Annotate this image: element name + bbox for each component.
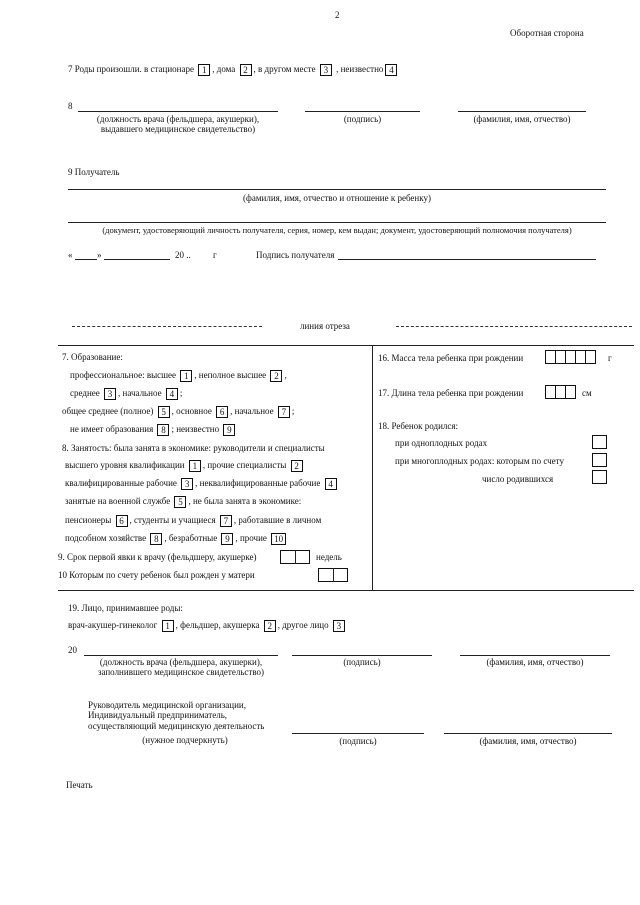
first-visit-unit: недель [316, 552, 342, 562]
recipient-signature-line[interactable] [338, 259, 596, 260]
birth-place-label: 7 Роды произошли. в стационаре [68, 64, 194, 75]
document-caption: (документ, удостоверяющий личность получателя, серия, номер, кем выдан; документ, удостоверяющий полномочия получателя) [102, 225, 572, 235]
code-box[interactable]: 1 [189, 460, 201, 472]
code-box[interactable]: 2 [240, 64, 252, 76]
position-line[interactable] [84, 655, 278, 656]
cell-divider [295, 550, 296, 564]
table-bottom-rule [58, 590, 634, 591]
code-box[interactable]: 1 [180, 370, 192, 382]
code-box[interactable]: 9 [221, 533, 233, 545]
head-signature-line[interactable] [292, 733, 424, 734]
signature-line[interactable] [305, 111, 420, 112]
recipient-signature-label: Подпись получателя [256, 250, 335, 260]
code-box[interactable]: 10 [271, 533, 286, 545]
education-row-2: среднее 3 , начальное 4 ; [70, 388, 183, 399]
count-box[interactable] [592, 470, 607, 484]
code-box[interactable]: 8 [150, 533, 162, 545]
section-19-row: врач-акушер-гинеколог 1 , фельдшер, акушерка 2 , другое лицо 3 [68, 620, 347, 632]
employment-row-2: высшего уровня квалификации 1 , прочие специалисты 2 [65, 460, 305, 472]
code-box[interactable]: 6 [116, 515, 128, 527]
length-label: 17. Длина тела ребенка при рождении [378, 388, 524, 398]
code-box[interactable]: 5 [174, 496, 186, 508]
section-19-title: 19. Лицо, принимавшее роды: [68, 603, 183, 613]
table-divider [372, 345, 373, 590]
code-box[interactable]: 7 [220, 515, 232, 527]
multiple-order-box[interactable] [592, 453, 607, 467]
head-name-caption: (фамилия, имя, отчество) [479, 736, 577, 746]
recipient-caption: (фамилия, имя, отчество и отношение к ребенку) [243, 193, 431, 203]
table-top-rule [58, 345, 634, 346]
code-box[interactable]: 2 [291, 460, 303, 472]
section-8-number: 8 [68, 101, 73, 111]
length-cells[interactable] [546, 385, 576, 399]
education-row-1: профессиональное: высшее 1 , неполное высшее 2 , [70, 370, 287, 381]
name-line[interactable] [458, 111, 586, 112]
code-box[interactable]: 3 [320, 64, 332, 76]
education-row-4: не имеет образования 8 ; неизвестно 9 [70, 424, 237, 436]
code-box[interactable]: 1 [198, 64, 210, 76]
length-unit: см [582, 388, 592, 398]
code-box[interactable]: 1 [162, 620, 174, 632]
underline-note: (нужное подчеркнуть) [142, 735, 228, 745]
first-visit-label: 9. Срок первой явки к врачу (фельдшеру, акушерке) [58, 552, 257, 562]
date-year: 20 .. [175, 250, 191, 260]
signature-line[interactable] [292, 655, 432, 656]
recipient-line[interactable] [68, 189, 606, 190]
code-box[interactable]: 8 [157, 424, 169, 436]
code-box[interactable]: 3 [333, 620, 345, 632]
date-year-suffix: г [213, 250, 217, 260]
education-title: 7. Образование: [62, 352, 123, 362]
code-box[interactable]: 5 [158, 406, 170, 418]
cell-divider [333, 568, 334, 582]
section-20-number: 20 [68, 645, 77, 655]
education-row-3: общее среднее (полное) 5 , основное 6 , начальное 7 ; [62, 406, 295, 417]
code-box[interactable]: 2 [270, 370, 282, 382]
multiple-label: при многоплодных родах: которым по счету [395, 456, 564, 466]
cut-line-left [72, 326, 262, 327]
side-label: Оборотная сторона [510, 28, 584, 38]
head-title: Руководитель медицинской организации, Индивидуальный предприниматель, осуществляющий медицинскую деятельность [88, 700, 265, 731]
recipient-title: 9 Получатель [68, 167, 120, 177]
cut-line-right [396, 326, 632, 327]
born-label: 18. Ребенок родился: [378, 421, 459, 431]
date-open: « [68, 250, 73, 260]
employment-row-5: пенсионеры 6 , студенты и учащиеся 7 , работавшие в личном [65, 515, 322, 526]
position-caption: (должность врача (фельдшера, акушерки), выдавшего медицинское свидетельство) [96, 114, 260, 135]
home-label: , дома [212, 64, 236, 75]
code-box[interactable]: 6 [216, 406, 228, 418]
singleton-box[interactable] [592, 435, 607, 449]
date-close: » [97, 250, 102, 260]
weight-unit: г [608, 353, 612, 363]
code-box[interactable]: 4 [166, 388, 178, 400]
code-box[interactable]: 3 [181, 478, 193, 490]
birth-place-row [68, 64, 399, 76]
singleton-label: при одноплодных родах [395, 438, 488, 448]
employment-row-6: подсобном хозяйстве 8 , безработные 9 , прочие 10 [65, 533, 288, 545]
employment-row-3: квалифицированные рабочие 3 , неквалифицированные рабочие 4 [65, 478, 339, 490]
document-line[interactable] [68, 222, 606, 223]
page-number: 2 [335, 10, 340, 20]
name-line[interactable] [460, 655, 610, 656]
code-box[interactable]: 4 [385, 64, 397, 76]
date-day-line[interactable] [75, 259, 97, 260]
count-label: число родившихся [482, 474, 554, 484]
weight-label: 16. Масса тела ребенка при рождении [378, 353, 524, 363]
birth-order-mother-label: 10 Которым по счету ребенок был рожден у матери [58, 570, 255, 580]
unknown-label: , неизвестно [336, 64, 384, 75]
employment-title: 8. Занятость: была занята в экономике: руководители и специалисты [62, 443, 325, 453]
head-name-line[interactable] [444, 733, 612, 734]
date-month-line[interactable] [104, 259, 170, 260]
position-caption: (должность врача (фельдшера, акушерки), заполнившего медицинское свидетельство) [97, 657, 265, 678]
signature-caption: (подпись) [343, 114, 382, 124]
cut-line-label: линия отреза [300, 321, 350, 331]
code-box[interactable]: 2 [264, 620, 276, 632]
head-signature-caption: (подпись) [339, 736, 377, 746]
code-box[interactable]: 7 [278, 406, 290, 418]
name-caption: (фамилия, имя, отчество) [473, 114, 571, 124]
other-place-label: , в другом месте [253, 64, 316, 75]
name-caption: (фамилия, имя, отчество) [486, 657, 584, 667]
employment-row-4: занятые на военной службе 5 , не была занята в экономике: [65, 496, 302, 507]
code-box[interactable]: 9 [223, 424, 235, 436]
stamp-label: Печать [66, 780, 93, 790]
weight-cells[interactable] [546, 350, 596, 364]
code-box[interactable]: 4 [325, 478, 337, 490]
position-line[interactable] [78, 111, 278, 112]
code-box[interactable]: 3 [104, 388, 116, 400]
signature-caption: (подпись) [343, 657, 381, 667]
